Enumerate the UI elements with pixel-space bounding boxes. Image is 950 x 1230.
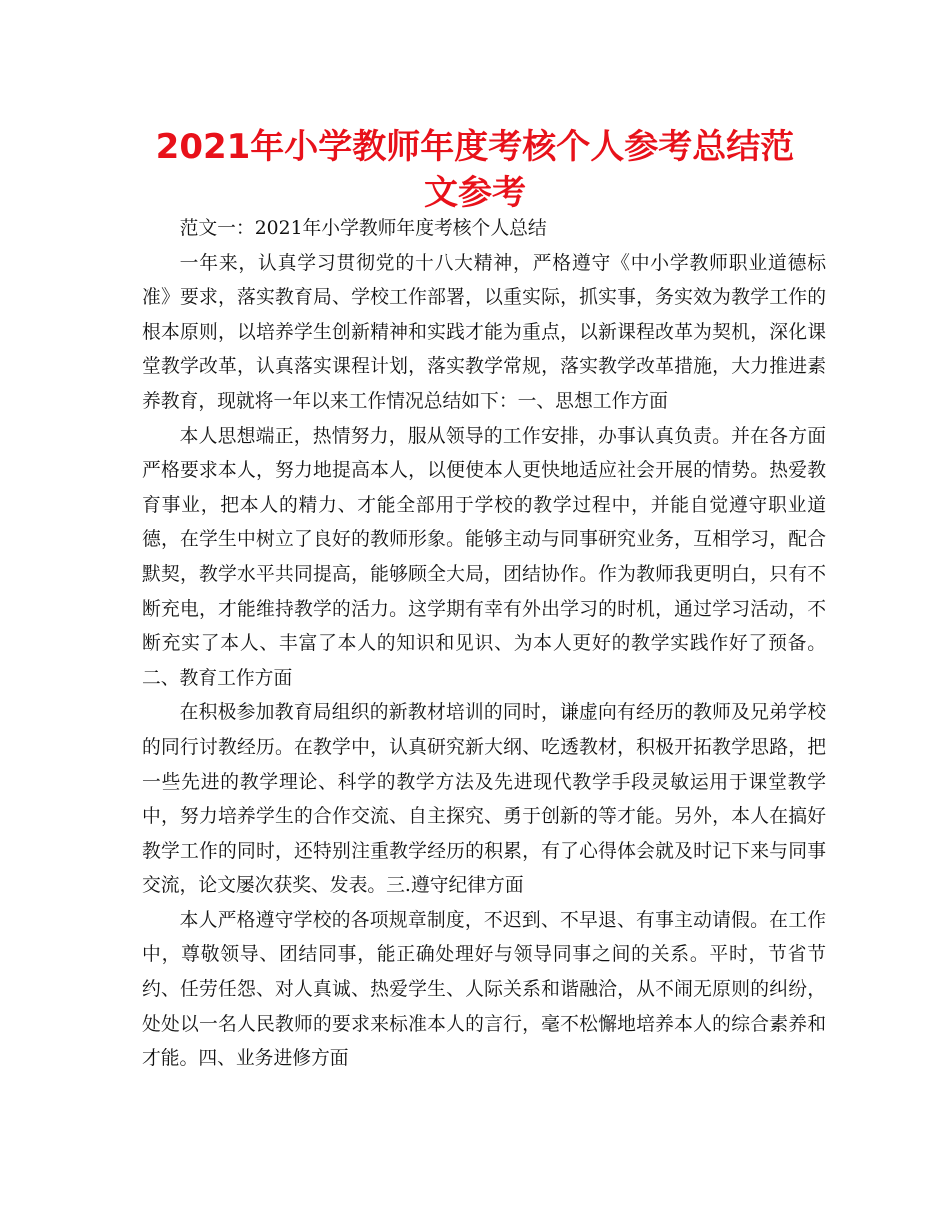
paragraph-education-work: 在积极参加教育局组织的新教材培训的同时，谦虚向有经历的教师及兄弟学校的同行讨教经历。在教学中，认真研究新大纲、吃透教材，积极开拓教学思路，把一些先进的教学理论、科学的教学方法及先进现代教学手段灵敏运用于课堂教学中，努力培养学生的合作交流、自主探究、勇于创新的等才能。另外，本人在搞好教学工作的同时，还特别注重教学经历的积累，有了心得体会就及时记下来与同事交流，论文屡次获奖、发表。三.遵守纪律方面 [142,702,826,897]
document-body [142,212,826,1077]
paragraph-heading-sample-one: 范文一：2021年小学教师年度考核个人总结 [179,218,547,239]
paragraph-discipline: 本人严格遵守学校的各项规章制度，不迟到、不早退、有事主动请假。在工作中，尊敬领导、团结同事，能正确处理好与领导同事之间的关系。平时，节省节约、任劳任怨、对人真诚、热爱学生、人际关系和谐融洽，从不闹无原则的纠纷，处处以一名人民教师的要求来标准本人的言行，毫不松懈地培养本人的综合素养和才能。四、业务进修方面 [142,909,826,1070]
paragraph-thought-work: 本人思想端正，热情努力，服从领导的工作安排，办事认真负责。并在各方面严格要求本人，努力地提高本人，以便使本人更快地适应社会开展的情势。热爱教育事业，把本人的精力、才能全部用于学校的教学过程中，并能自觉遵守职业道德，在学生中树立了良好的教师形象。能够主动与同事研究业务，互相学习，配合默契，教学水平共同提高，能够顾全大局，团结协作。作为教师我更明白，只有不断充电，才能维持教学的活力。这学期有幸有外出学习的时机，通过学习活动，不断充实了本人、丰富了本人的知识和见识、为本人更好的教学实践作好了预备。二、教育工作方面 [142,425,826,689]
document-title: 2021年小学教师年度考核个人参考总结范文参考 [155,127,795,213]
paragraph-intro: 一年来，认真学习贯彻党的十八大精神，严格遵守《中小学教师职业道德标准》要求，落实教育局、学校工作部署，以重实际，抓实事，务实效为教学工作的根本原则，以培养学生创新精神和实践才能为重点，以新课程改革为契机，深化课堂教学改革，认真落实课程计划，落实教学常规，落实教学改革措施，大力推进素养教育，现就将一年以来工作情况总结如下：一、思想工作方面 [142,252,826,412]
